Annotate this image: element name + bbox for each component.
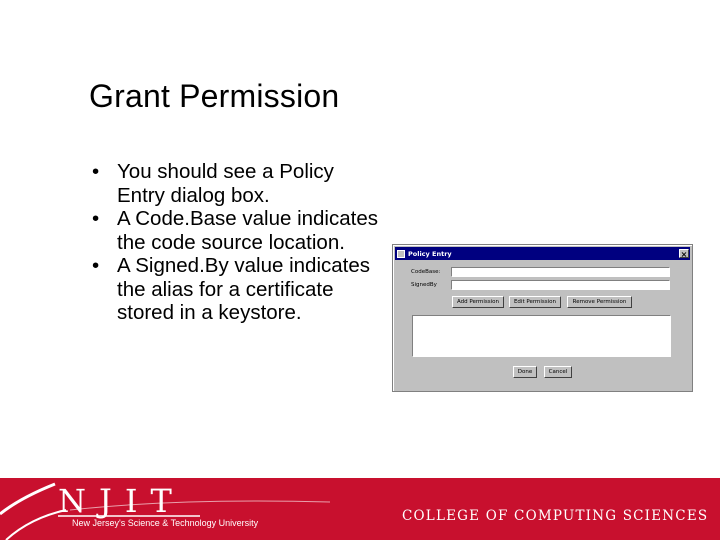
bullet-marker: • <box>92 207 100 230</box>
window-app-icon <box>397 250 405 258</box>
close-icon[interactable]: × <box>680 250 688 259</box>
remove-permission-button[interactable]: Remove Permission <box>567 296 632 308</box>
bullet-text: A Signed.By value indicates the alias for a certificate stored in a keystore. <box>117 254 370 324</box>
bullet-item <box>92 160 382 207</box>
cancel-button[interactable]: Cancel <box>544 366 572 378</box>
slide-title: Grant Permission <box>89 78 340 114</box>
bullet-list <box>92 160 382 325</box>
bullet-item <box>92 207 382 254</box>
njit-logo-text: NJIT <box>58 482 185 520</box>
policy-entry-dialog <box>392 244 693 392</box>
codebase-label: CodeBase: <box>411 269 441 275</box>
bullet-text: You should see a Policy Entry dialog box. <box>117 160 334 207</box>
university-tagline: New Jersey's Science & Technology University <box>72 518 259 528</box>
edit-permission-button[interactable]: Edit Permission <box>509 296 561 308</box>
bullet-marker: • <box>92 254 100 277</box>
bullet-item <box>92 254 382 325</box>
signedby-label: SignedBy <box>411 282 437 288</box>
bullet-marker: • <box>92 160 100 183</box>
add-permission-button[interactable]: Add Permission <box>452 296 504 308</box>
done-button[interactable]: Done <box>513 366 537 378</box>
signedby-input[interactable] <box>451 280 670 290</box>
codebase-input[interactable] <box>451 267 670 277</box>
bullet-text: A Code.Base value indicates the code source location. <box>117 207 378 254</box>
dialog-title: Policy Entry <box>408 249 452 258</box>
permission-list[interactable] <box>412 315 671 357</box>
footer-banner <box>0 478 720 540</box>
dialog-titlebar[interactable] <box>395 247 690 260</box>
college-name: COLLEGE OF COMPUTING SCIENCES <box>402 508 709 524</box>
